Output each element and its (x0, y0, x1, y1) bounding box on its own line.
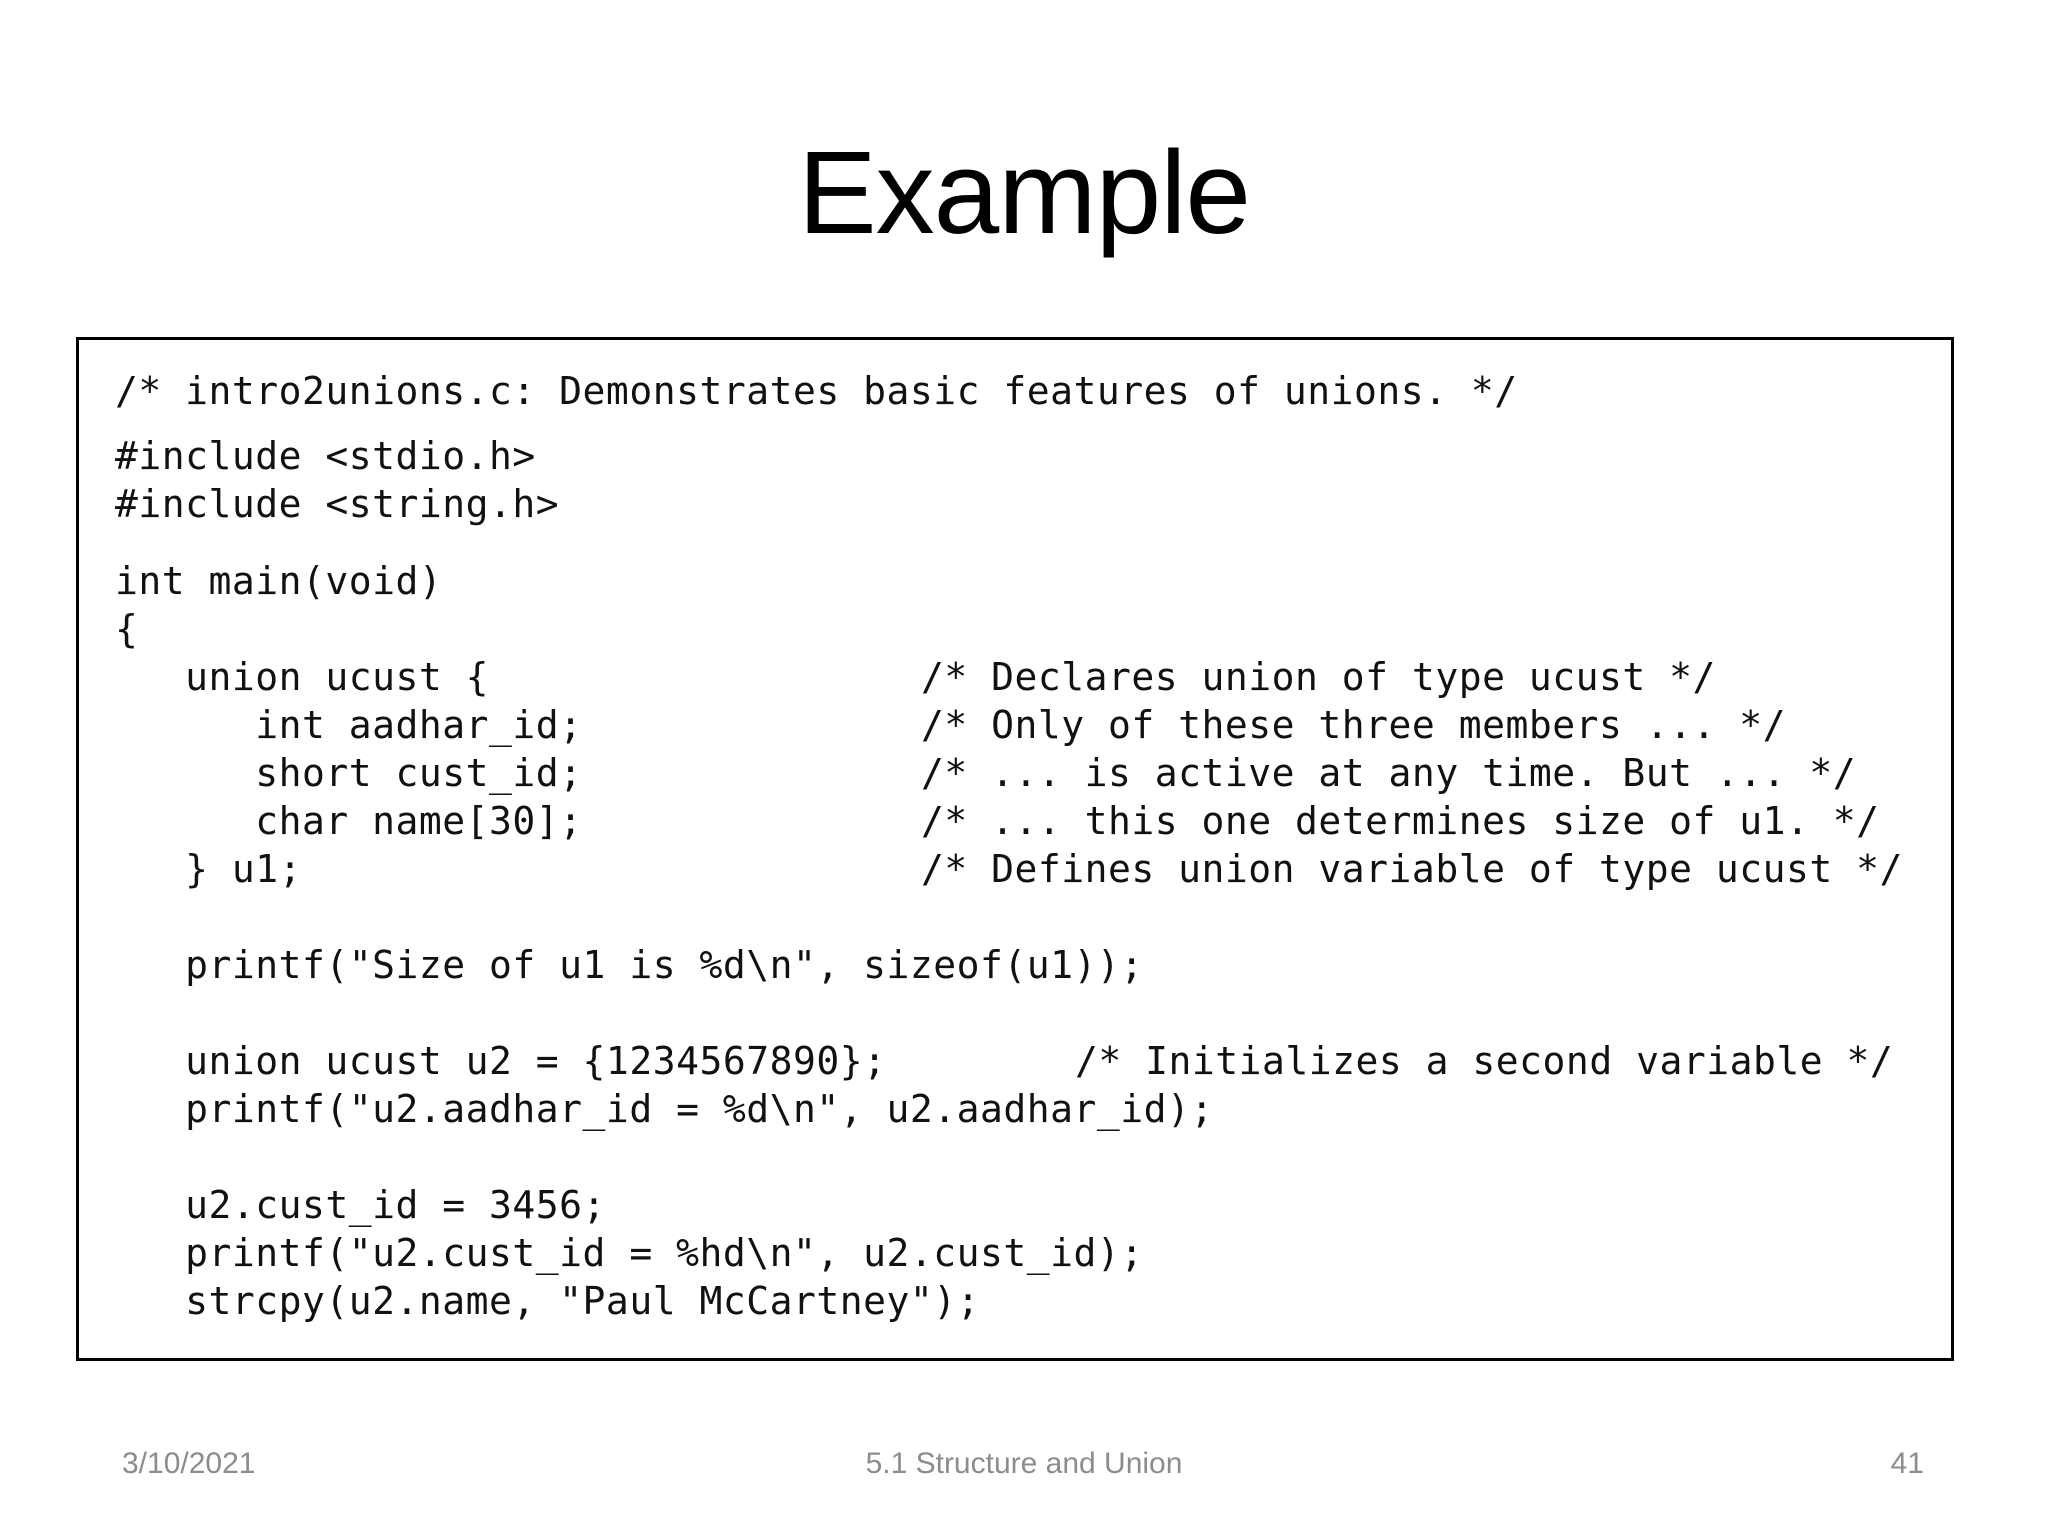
code-line-print-cust-id: printf("u2.cust_id = %hd\n", u2.cust_id); (115, 1231, 1144, 1275)
code-line-open-brace: { (115, 607, 139, 651)
footer-date: 3/10/2021 (122, 1447, 256, 1480)
code-line-member-cust-id: short cust_id; (115, 751, 583, 795)
code-line-member-name: char name[30]; (115, 799, 583, 843)
code-line-assign-cust-id: u2.cust_id = 3456; (115, 1183, 606, 1227)
code-line-header-comment: /* intro2unions.c: Demonstrates basic features of unions. */ (115, 369, 1518, 413)
slide-title: Example (797, 127, 1251, 259)
code-comment-initializes-second: /* Initializes a second variable */ (1075, 1039, 1894, 1083)
code-line-init-u2: union ucust u2 = {1234567890}; (115, 1039, 887, 1083)
code-line-union-declaration: union ucust { (115, 655, 490, 699)
code-listing-box (76, 337, 1954, 1361)
code-comment-determines-size: /* ... this one determines size of u1. */ (921, 799, 1880, 843)
code-line-print-aadhar: printf("u2.aadhar_id = %d\n", u2.aadhar_id); (115, 1087, 1214, 1131)
code-line-member-aadhar: int aadhar_id; (115, 703, 583, 747)
code-line-include-stdio: #include <stdio.h> (115, 434, 536, 478)
code-line-main-signature: int main(void) (115, 559, 443, 603)
code-comment-declares-union: /* Declares union of type ucust */ (921, 655, 1716, 699)
code-line-strcpy-name: strcpy(u2.name, "Paul McCartney"); (115, 1279, 980, 1323)
code-comment-active-member: /* ... is active at any time. But ... */ (921, 751, 1857, 795)
footer-topic: 5.1 Structure and Union (865, 1447, 1183, 1480)
footer-page-number: 41 (1890, 1447, 1924, 1480)
code-comment-defines-variable: /* Defines union variable of type ucust */ (921, 847, 1903, 891)
code-line-print-size: printf("Size of u1 is %d\n", sizeof(u1)); (115, 943, 1144, 987)
code-line-include-string: #include <string.h> (115, 482, 560, 526)
code-comment-only-members: /* Only of these three members ... */ (921, 703, 1786, 747)
code-line-union-variable: } u1; (115, 847, 303, 891)
